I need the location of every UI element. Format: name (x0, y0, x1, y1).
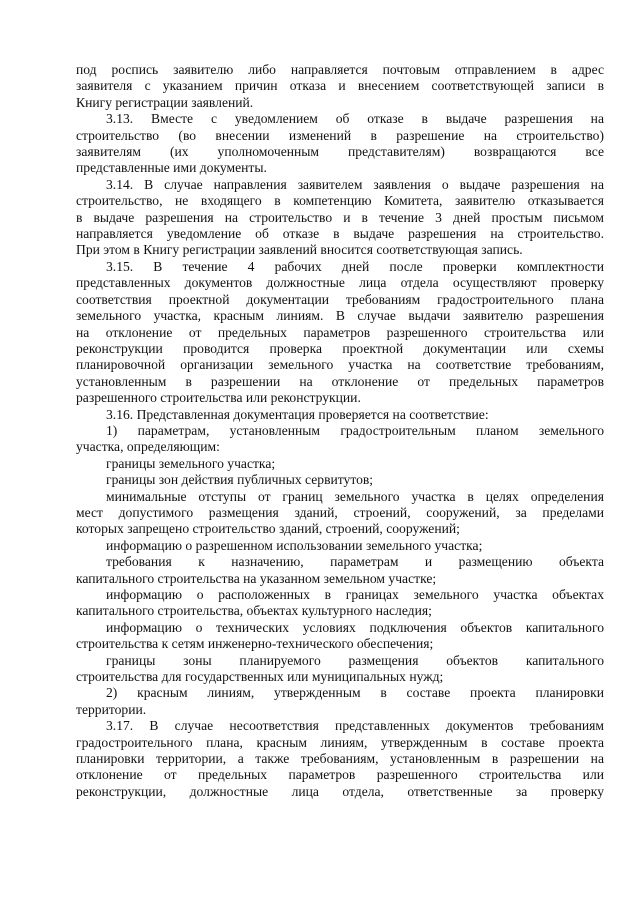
text-line: территории. (76, 701, 147, 717)
text-line: 1) параметрам, установленным градостроительным планом земельного (106, 422, 604, 438)
text-line: направляется уведомление об отказе в выдаче разрешения на строительство. (76, 226, 604, 242)
text-line: строительство, не входящего в компетенцию Комитета, заявителю отказывается (76, 193, 604, 209)
text-line: земельного участка, красным линиям. В случае выдачи заявителю разрешения (76, 308, 604, 324)
text-line: строительство (во внесении изменений в разрешение на строительство) (76, 127, 604, 143)
text-line: 3.13. Вместе с уведомлением об отказе в выдаче разрешения на (106, 111, 604, 127)
text-line: участка, определяющим: (76, 439, 220, 455)
text-line: под роспись заявителю либо направляется почтовым отправлением в адрес (76, 62, 604, 77)
text-line: 3.16. Представленная документация проверяется на соответствие: (106, 406, 489, 422)
text-line: информацию о разрешенном использовании земельного участка; (106, 537, 483, 553)
text-line: соответствия проектной документации требованиям градостроительного плана (76, 291, 604, 307)
text-line: информацию о расположенных в границах земельного участка объектах (106, 587, 604, 602)
text-line: границы зоны планируемого размещения объектов капитального (106, 652, 604, 668)
text-line: отклонение от предельных параметров разрешенного строительства или (76, 767, 604, 783)
text-line: минимальные отступы от границ земельного участка в целях определения (106, 488, 604, 504)
text-line: на отклонение от предельных параметров разрешенного строительства или (76, 324, 604, 340)
text-line: планировки территории, а также требованиям, установленным в разрешении на (76, 751, 604, 767)
text-line: реконструкции, должностные лица отдела, ответственные за проверку (76, 783, 604, 799)
text-line: требования к назначению, параметрам и размещению объекта (106, 554, 604, 570)
text-line: 3.17. В случае несоответствия представленных документов требованиям (106, 718, 604, 734)
text-line: капитального строительства, объектах культурного наследия; (76, 603, 432, 619)
text-line: установленным в разрешении на отклонение от предельных параметров (76, 373, 604, 389)
text-line: строительства для государственных или муниципальных нужд; (76, 669, 444, 685)
text-line: заявителя с указанием причин отказа и внесением соответствующей записи в (76, 78, 604, 94)
text-line: При этом в Книгу регистрации заявлений вносится соответствующая запись. (76, 242, 523, 258)
text-line: 3.14. В случае направления заявителем заявления о выдаче разрешения на (106, 176, 604, 192)
text-line: 2) красным линиям, утвержденным в составе проекта планировки (106, 685, 604, 701)
text-line: информацию о технических условиях подключения объектов капитального (106, 619, 604, 635)
text-line: которых запрещено строительство зданий, строений, сооружений; (76, 521, 460, 537)
text-line: разрешенного строительства или реконструкции. (76, 390, 361, 406)
text-line: 3.15. В течение 4 рабочих дней после проверки комплектности (106, 258, 604, 274)
text-line: заявителям (их уполномоченным представителям) возвращаются все (76, 144, 604, 160)
text-line: реконструкции проводится проверка проектной документации или схемы (76, 340, 604, 356)
text-line: градостроительного плана, красным линиям, утвержденным в составе проекта (76, 734, 604, 750)
text-line: в выдаче разрешения на строительство и в течение 3 дней простым письмом (76, 209, 604, 225)
text-line: границы зон действия публичных сервитутов; (106, 472, 374, 488)
text-line: границы земельного участка; (106, 455, 276, 471)
text-line: представленные ими документы. (76, 160, 267, 176)
text-line: планировочной организации земельного участка на соответствие требованиям, (76, 357, 604, 373)
text-line: мест допустимого размещения зданий, строений, сооружений, за пределами (76, 504, 604, 520)
text-line: строительства к сетям инженерно-технического обеспечения; (76, 636, 434, 652)
text-line: капитального строительства на указанном земельном участке; (76, 570, 437, 586)
text-line: Книгу регистрации заявлений. (76, 94, 254, 110)
text-line: представленных документов должностные лица отдела осуществляют проверку (76, 275, 604, 291)
